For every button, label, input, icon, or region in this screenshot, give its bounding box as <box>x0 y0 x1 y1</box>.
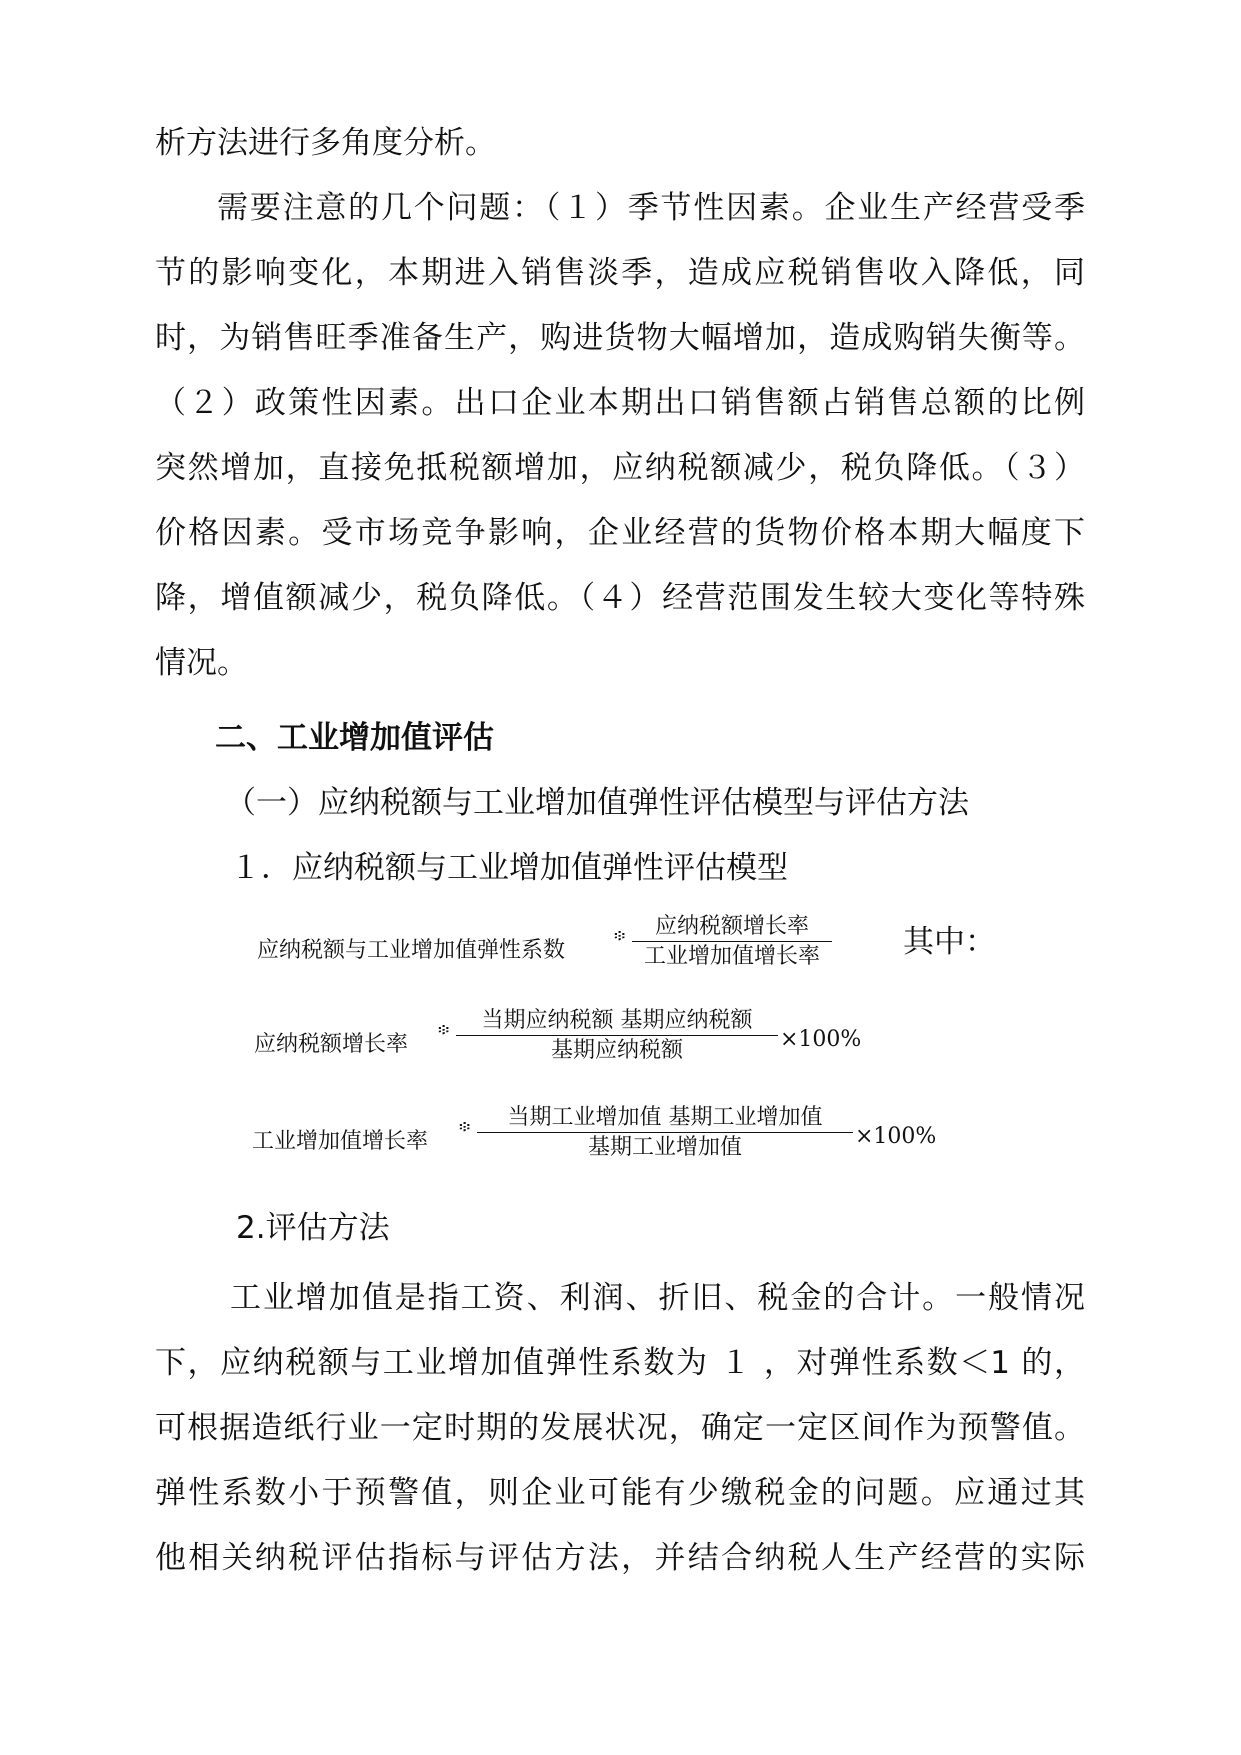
paragraph-line: 节的影响变化，本期进入销售淡季，造成应税销售收入降低，同 <box>155 255 1085 291</box>
formula-lhs: 工业增加值增长率 <box>252 1129 429 1154</box>
formula-equals: ፨ <box>459 1117 471 1136</box>
paragraph-line: 情况。 <box>155 645 248 681</box>
formula-numerator: 应纳税额增长率 <box>654 914 809 939</box>
formula-equals: ፨ <box>614 926 626 945</box>
paragraph-line: 可根据造纸行业一定时期的发展状况，确定一定区间作为预警值。 <box>155 1410 1085 1446</box>
formula-denominator: 工业增加值增长率 <box>643 944 820 969</box>
formula-denominator: 基期工业增加值 <box>587 1135 742 1160</box>
formula-denominator: 基期应纳税额 <box>550 1038 683 1063</box>
paragraph-line: 析方法进行多角度分析。 <box>155 125 496 161</box>
formula-numerator: 当期应纳税额 基期应纳税额 <box>481 1008 753 1033</box>
formula-lhs: 应纳税额增长率 <box>254 1032 409 1057</box>
formula-multiplier: ×100% <box>855 1124 937 1149</box>
paragraph-line: 突然增加，直接免抵税额增加，应纳税额减少，税负降低。（３） <box>155 450 1085 486</box>
formula-equals: ፨ <box>438 1020 450 1039</box>
paragraph-line: 价格因素。受市场竞争影响，企业经营的货物价格本期大幅度下 <box>155 515 1085 551</box>
paragraph-line: 降，增值额减少，税负降低。（４）经营范围发生较大变化等特殊 <box>155 580 1085 616</box>
formula-fraction <box>456 1007 778 1066</box>
paragraph-line: 需要注意的几个问题：（１）季节性因素。企业生产经营受季 <box>217 190 1085 226</box>
formula-elasticity <box>0 913 1241 983</box>
section-heading: 二、工业增加值评估 <box>215 720 494 756</box>
qizhong-label: 其中： <box>903 924 996 960</box>
formula-tax-growth <box>0 1007 1241 1077</box>
item-heading: 2.评估方法 <box>236 1210 390 1246</box>
formula-value-added-growth <box>0 1104 1241 1174</box>
paragraph-line: 下，应纳税额与工业增加值弹性系数为 １ ，对弹性系数＜1 的， <box>155 1345 1085 1381</box>
formula-fraction <box>477 1104 853 1163</box>
paragraph-line: （２）政策性因素。出口企业本期出口销售额占销售总额的比例 <box>155 385 1085 421</box>
item-heading: １．应纳税额与工业增加值弹性评估模型 <box>230 850 788 886</box>
formula-fraction <box>632 913 832 972</box>
subsection-heading: （一）应纳税额与工业增加值弹性评估模型与评估方法 <box>225 785 969 821</box>
paragraph-line: 工业增加值是指工资、利润、折旧、税金的合计。一般情况 <box>230 1280 1085 1316</box>
paragraph-line: 弹性系数小于预警值，则企业可能有少缴税金的问题。应通过其 <box>155 1475 1085 1511</box>
paragraph-line: 他相关纳税评估指标与评估方法，并结合纳税人生产经营的实际 <box>155 1540 1085 1576</box>
formula-multiplier: ×100% <box>780 1027 862 1052</box>
formula-lhs: 应纳税额与工业增加值弹性系数 <box>257 938 566 963</box>
paragraph-line: 时，为销售旺季准备生产，购进货物大幅增加，造成购销失衡等。 <box>155 320 1085 356</box>
formula-numerator: 当期工业增加值 基期工业增加值 <box>507 1105 823 1130</box>
